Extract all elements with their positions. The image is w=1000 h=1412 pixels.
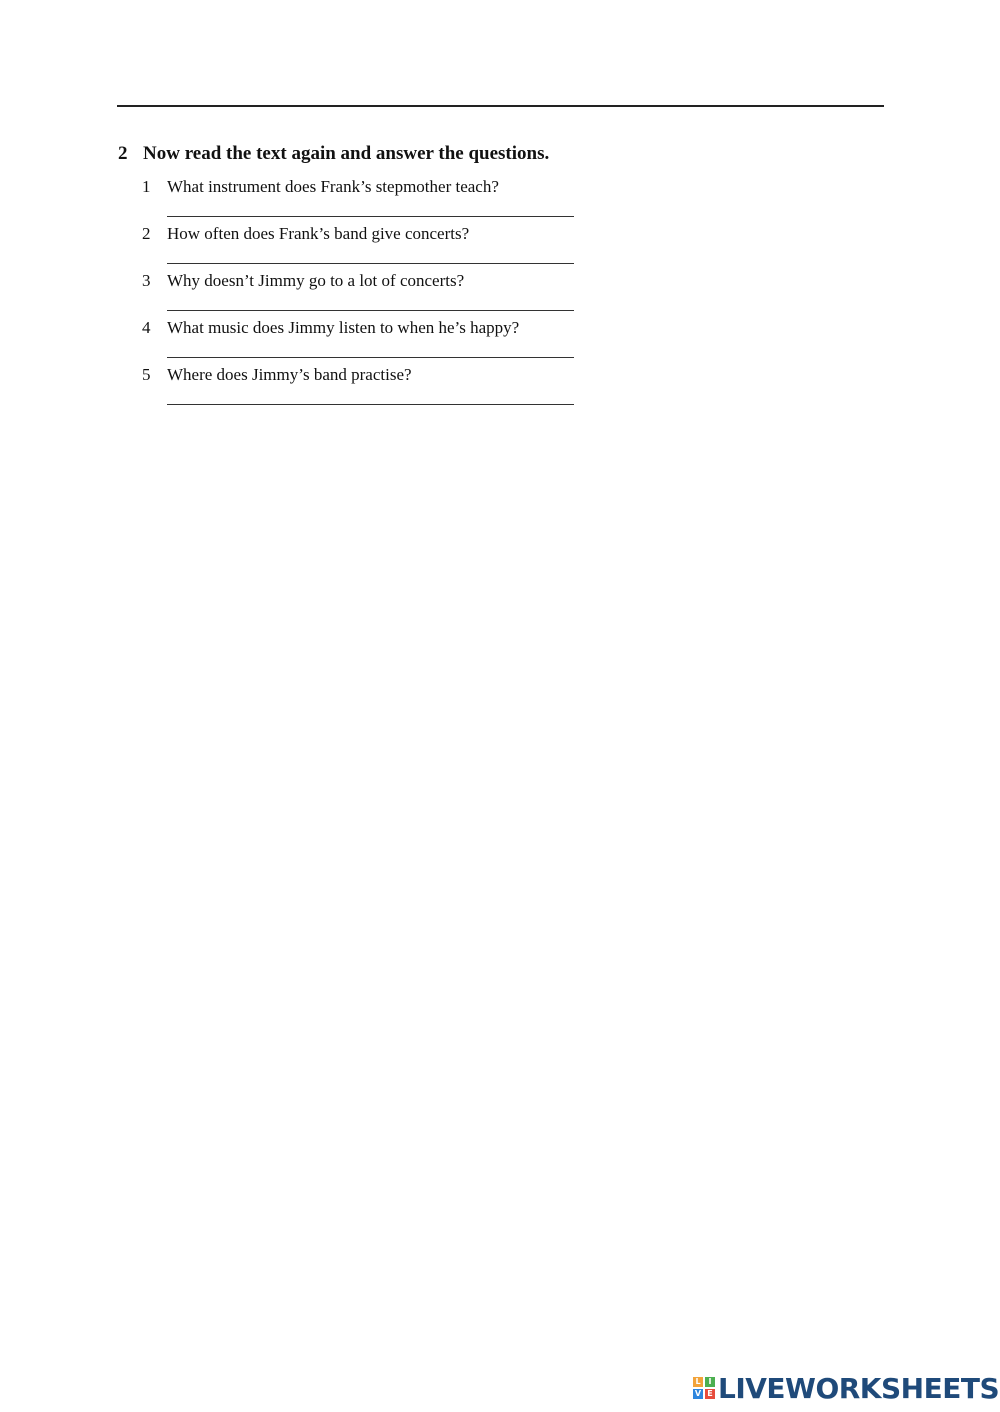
top-divider: [117, 105, 884, 107]
answer-line[interactable]: [167, 263, 574, 264]
question-number: 4: [142, 318, 151, 337]
answer-line[interactable]: [167, 404, 574, 405]
question-text: What instrument does Frank’s stepmother teach?: [167, 177, 499, 196]
exercise-heading: [118, 143, 549, 165]
question-item: [142, 223, 582, 270]
question-text: Why doesn’t Jimmy go to a lot of concerts?: [167, 271, 465, 290]
exercise-instruction: Now read the text again and answer the questions.: [143, 143, 550, 164]
question-list: [142, 176, 582, 411]
logo-mark-tile: L: [693, 1377, 703, 1387]
question-item: [142, 364, 582, 411]
exercise-number: 2: [118, 143, 128, 164]
answer-line[interactable]: [167, 357, 574, 358]
liveworksheets-logo[interactable]: [693, 1372, 999, 1404]
question-item: [142, 270, 582, 317]
logo-mark-tile: V: [694, 1389, 702, 1398]
question-item: [142, 317, 582, 364]
question-number: 2: [142, 224, 151, 243]
question-text: How often does Frank’s band give concerts?: [167, 224, 470, 243]
logo-mark-tile: E: [705, 1389, 715, 1399]
answer-line[interactable]: [167, 216, 574, 217]
question-text: What music does Jimmy listen to when he’s happy?: [167, 318, 520, 337]
question-number: 5: [142, 365, 151, 384]
logo-mark-icon: [693, 1377, 715, 1399]
question-item: [142, 176, 582, 223]
answer-line[interactable]: [167, 310, 574, 311]
question-number: 1: [142, 177, 151, 196]
logo-wordmark: LIVEWORKSHEETS: [718, 1371, 1000, 1405]
question-text: Where does Jimmy’s band practise?: [167, 365, 412, 384]
logo-mark-tile: I: [705, 1377, 715, 1387]
question-number: 3: [142, 271, 151, 290]
